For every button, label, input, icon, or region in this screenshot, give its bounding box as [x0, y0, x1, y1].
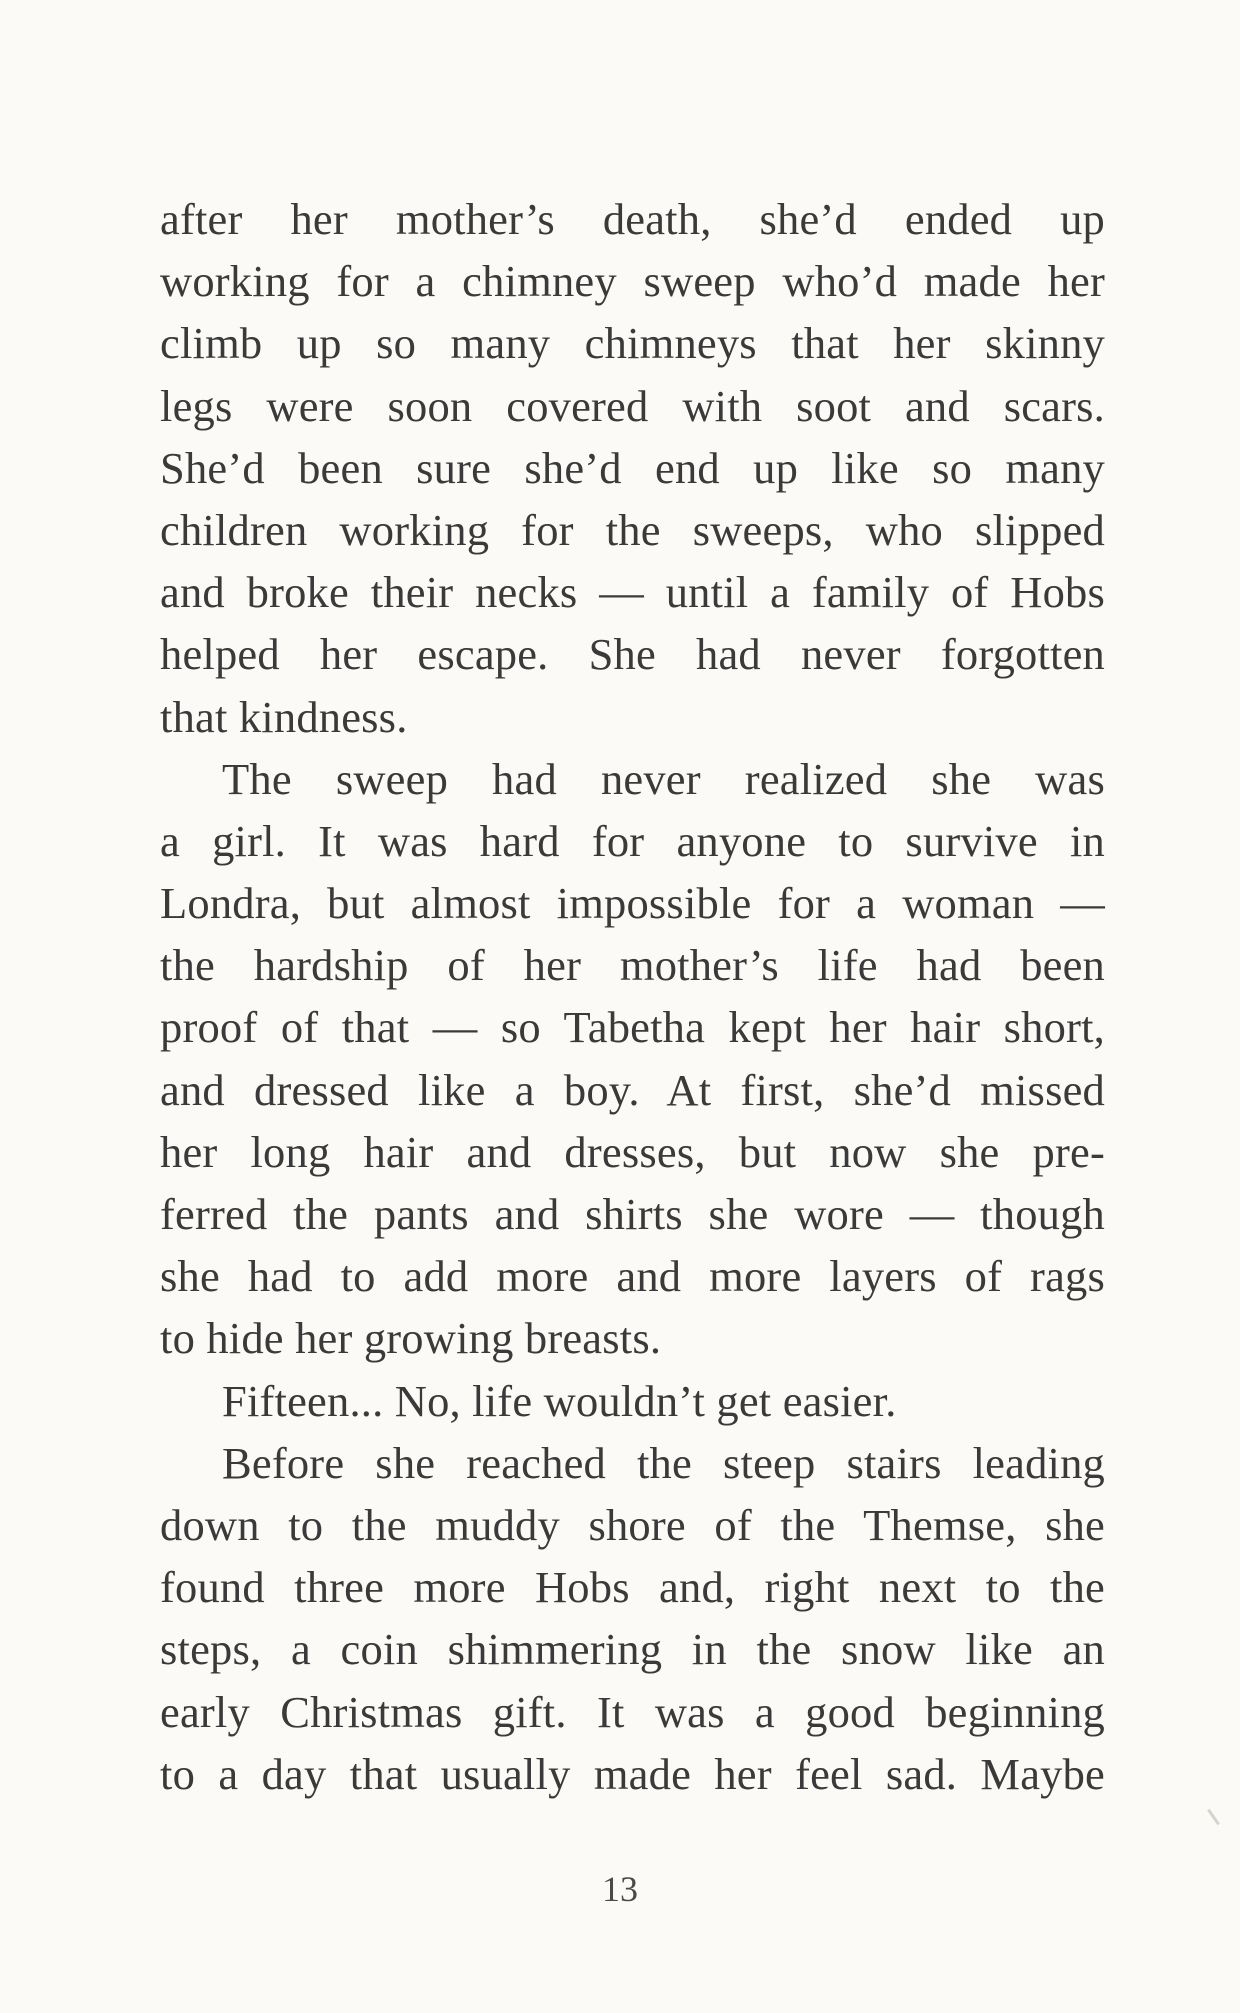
- text-line: Fifteen... No, life wouldn’t get easier.: [222, 1375, 897, 1426]
- text-line: and dressed like a boy. At first, she’d missed: [160, 1064, 1105, 1115]
- text-line: down to the muddy shore of the Themse, she: [160, 1499, 1105, 1550]
- text-line: ferred the pants and shirts she wore — though: [160, 1189, 1105, 1239]
- text-line: early Christmas gift. It was a good beginning: [160, 1686, 1105, 1737]
- text-line: She’d been sure she’d end up like so many: [160, 442, 1105, 493]
- text-line: legs were soon covered with soot and scars.: [160, 380, 1105, 431]
- text-line: proof of that — so Tabetha kept her hair short,: [160, 1002, 1105, 1053]
- text-line: that kindness.: [160, 691, 408, 742]
- text-line: a girl. It was hard for anyone to survive in: [160, 815, 1105, 866]
- page-number: 13: [602, 1869, 638, 1909]
- text-line: her long hair and dresses, but now she pre-: [160, 1126, 1105, 1177]
- text-line: working for a chimney sweep who’d made her: [160, 256, 1105, 307]
- text-line: Londra, but almost impossible for a woman —: [160, 878, 1105, 929]
- text-line: found three more Hobs and, right next to the: [160, 1562, 1105, 1613]
- scan-artifact-mark: [1207, 1809, 1220, 1825]
- text-line: the hardship of her mother’s life had been: [160, 940, 1105, 991]
- text-line: helped her escape. She had never forgotten: [160, 629, 1105, 680]
- text-line: and broke their necks — until a family of Hobs: [160, 567, 1105, 618]
- text-line: to a day that usually made her feel sad. Maybe: [160, 1748, 1105, 1799]
- text-line: The sweep had never realized she was: [222, 753, 1105, 804]
- body-text: [160, 188, 1105, 1805]
- text-line: children working for the sweeps, who slipped: [160, 504, 1105, 555]
- text-line: she had to add more and more layers of rags: [160, 1251, 1105, 1302]
- text-line: steps, a coin shimmering in the snow like an: [160, 1624, 1105, 1675]
- text-line: Before she reached the steep stairs leading: [222, 1437, 1105, 1488]
- text-line: after her mother’s death, she’d ended up: [160, 194, 1105, 244]
- text-line: to hide her growing breasts.: [160, 1313, 662, 1364]
- text-line: climb up so many chimneys that her skinny: [160, 318, 1105, 369]
